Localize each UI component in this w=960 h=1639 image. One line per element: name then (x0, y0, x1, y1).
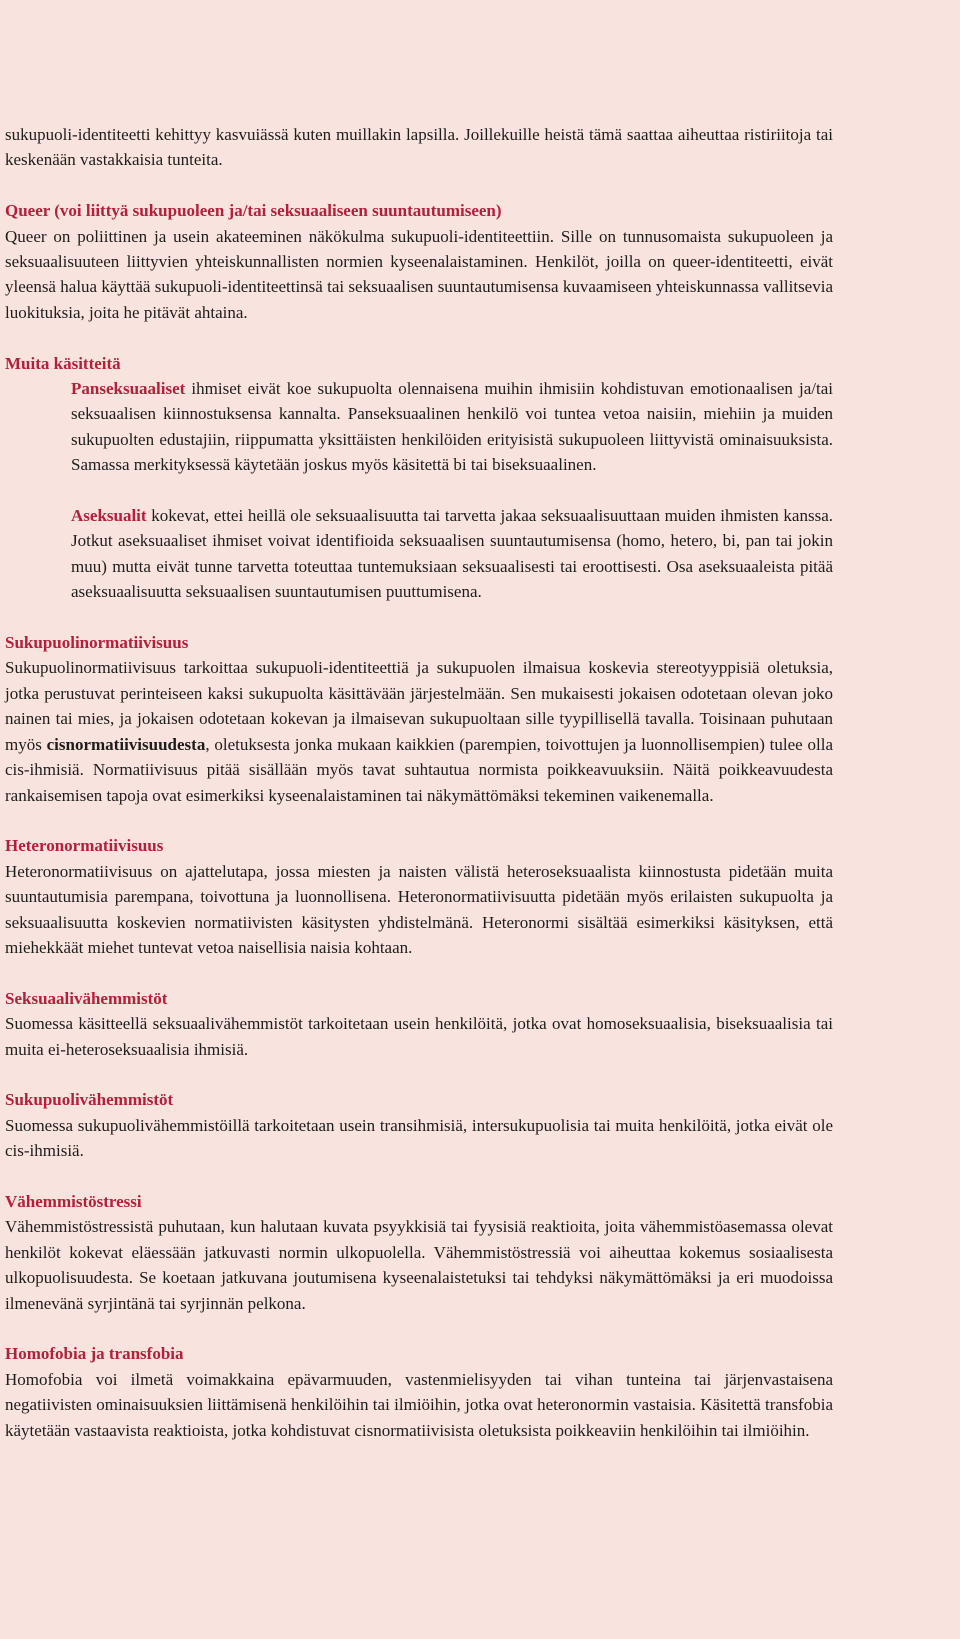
definition-text-aseksualit: kokevat, ettei heillä ole seksuaalisuutta tai tarvetta jakaa seksuaalisuuttaan muiden ihmisten kanssa. Jotkut aseksuaaliset ihmiset voivat identifioida seksuaalisen suuntautumisensa (homo, hetero, bi, pan tai jokin muu) mutta eivät tunne tarvetta toteuttaa tuntemuksiaan seksuaalisesti tai eroottisesti. Osa aseksuaaleista pitää aseksuaalisuutta seksuaalisen suuntautumisen puuttumisena. (71, 506, 833, 602)
section-text-seksuaalivahemmistot: Suomessa käsitteellä seksuaalivähemmistöt tarkoitetaan usein henkilöitä, jotka ovat homoseksuaalisia, biseksuaalisia tai muita ei-heteroseksuaalisia ihmisiä. (5, 1014, 833, 1059)
indented-definitions (5, 376, 833, 605)
section-text-sukupuolinormatiivisuus (5, 655, 833, 807)
section-heading-sukupuolivahemmistot: Sukupuolivähemmistöt (5, 1090, 174, 1110)
section-seksuaalivahemmistot (5, 986, 833, 1062)
bold-term-cisnormatiivisuus: cisnormatiivisuudesta (46, 734, 206, 754)
section-heading-sukupuolinormatiivisuus: Sukupuolinormatiivisuus (5, 633, 189, 653)
section-heading-queer: Queer (voi liittyä sukupuoleen ja/tai seksuaaliseen suuntautumiseen) (5, 201, 502, 221)
section-muita-kasitteita (5, 351, 833, 605)
section-heading-seksuaalivahemmistot: Seksuaalivähemmistöt (5, 988, 168, 1008)
term-panseksuaaliset: Panseksuaaliset (71, 379, 186, 399)
section-text-vahemmistostressi: Vähemmistöstressistä puhutaan, kun halutaan kuvata psyykkisiä tai fyysisiä reaktioita, joita vähemmistöasemassa olevat henkilöt kokevat eläessään jatkuvasti normin ulkopuolella. Vähemmistöstressiä voi aiheuttaa kokemus sosiaalisesta ulkopuolisuudesta. Se koetaan jatkuvana joutumisena kyseenalaistetuksi tai tehdyksi näkymättömäksi ja eri muodoissa ilmenevänä syrjintänä tai syrjinnän pelkona. (5, 1217, 833, 1313)
document-body (5, 122, 833, 1443)
section-text-sukupuolivahemmistot: Suomessa sukupuolivähemmistöillä tarkoitetaan usein transihmisiä, intersukupuolisia tai muita henkilöitä, jotka eivät ole cis-ihmisiä. (5, 1115, 833, 1161)
definition-panseksuaaliset (71, 376, 833, 478)
text-part-before: Sukupuolinormatiivisuus tarkoittaa sukupuoli-identiteettiä ja sukupuolen ilmaisua koskevia stereotyyppisiä oletuksia, jotka perustuvat perinteiseen kaksi sukupuolta käsittävään järjestelmään. Sen mukaisesti jokaisen odotetaan olevan joko nainen tai mies, ja jokaisen odotetaan kokevan ja ilmaisevan sukupuoltaan sille tyypillisellä tavalla. Toisinaan puhutaan myös (5, 658, 833, 754)
text-part-after: , oletuksesta jonka mukaan kaikkien (parempien, toivottujen ja luonnollisempien) tulee olla cis-ihmisiä. Normatiivisuus pitää sisällään myös tavat suhtautua normista poikkeavuuksiin. Näitä poikkeavuudesta rankaisemisen tapoja ovat esimerkiksi kyseenalaistaminen tai näkymättömäksi tekeminen vaikenemalla. (5, 734, 833, 805)
section-text-homofobia: Homofobia voi ilmetä voimakkaina epävarmuuden, vastenmielisyyden tai vihan tunteina tai järjenvastaisena negatiivisten ominaisuuksien liittämisenä henkilöihin tai ilmiöihin, jotka ovat heteronormin vastaisia. Käsitettä transfobia käytetään vastaavista reaktioista, jotka kohdistuvat cisnormatiivisista oletuksista poikkeaviin henkilöihin tai ilmiöihin. (5, 1369, 833, 1440)
definition-aseksualit (71, 503, 833, 605)
section-text-queer: Queer on poliittinen ja usein akateeminen näkökulma sukupuoli-identiteettiin. Sille on tunnusomaista sukupuoleen ja seksuaalisuuteen liittyvien yhteiskunnallisten normien kyseenalaistaminen. Henkilöt, joilla on queer-identiteetti, eivät yleensä halua käyttää sukupuoli-identiteettinsä tai seksuaalisen suuntautumisensa kuvaamiseen yhteiskunnassa vallitsevia luokituksia, joita he pitävät ahtaina. (5, 226, 833, 322)
section-heading-vahemmistostressi: Vähemmistöstressi (5, 1191, 142, 1211)
section-heteronormatiivisuus (5, 833, 833, 960)
section-heading-homofobia: Homofobia ja transfobia (5, 1344, 184, 1364)
section-heading-muita: Muita käsitteitä (5, 353, 121, 373)
intro-paragraph: sukupuoli-identiteetti kehittyy kasvuiässä kuten muillakin lapsilla. Joillekuille heistä tämä saattaa aiheuttaa ristiriitoja tai keskenään vastakkaisia tunteita. (5, 125, 833, 170)
section-sukupuolivahemmistot (5, 1087, 833, 1163)
section-sukupuolinormatiivisuus (5, 630, 833, 808)
section-queer (5, 198, 833, 325)
section-vahemmistostressi (5, 1189, 833, 1316)
definition-text-panseksuaaliset: ihmiset eivät koe sukupuolta olennaisena muihin ihmisiin kohdistuvan emotionaalisen ja/tai seksuaalisen kiinnostuksensa kannalta. Panseksuaalinen henkilö voi tuntea vetoa naisiin, miehiin ja muiden sukupuolten edustajiin, riippumatta yksittäisten henkilöiden erityisistä sukupuoleen liittyvistä ominaisuuksista. Samassa merkityksessä käytetään joskus myös käsitettä bi tai biseksuaalinen. (71, 379, 833, 475)
section-heading-heteronormatiivisuus: Heteronormatiivisuus (5, 836, 164, 856)
section-homofobia (5, 1341, 833, 1443)
section-text-heteronormatiivisuus: Heteronormatiivisuus on ajattelutapa, jossa miesten ja naisten välistä heteroseksuaalista kiinnostusta pidetään muita suuntautumisia parempana, toivottuna ja luonnollisena. Heteronormatiivisuutta pidetään myös erilaisten sukupuolta ja seksuaalisuutta koskevien normatiivisten käsitysten yhdistelmänä. Heteronormi sisältää esimerkiksi käsityksen, että miehekkäät miehet tuntevat vetoa naisellisia naisia kohtaan. (5, 861, 833, 957)
term-aseksualit: Aseksualit (71, 506, 147, 526)
